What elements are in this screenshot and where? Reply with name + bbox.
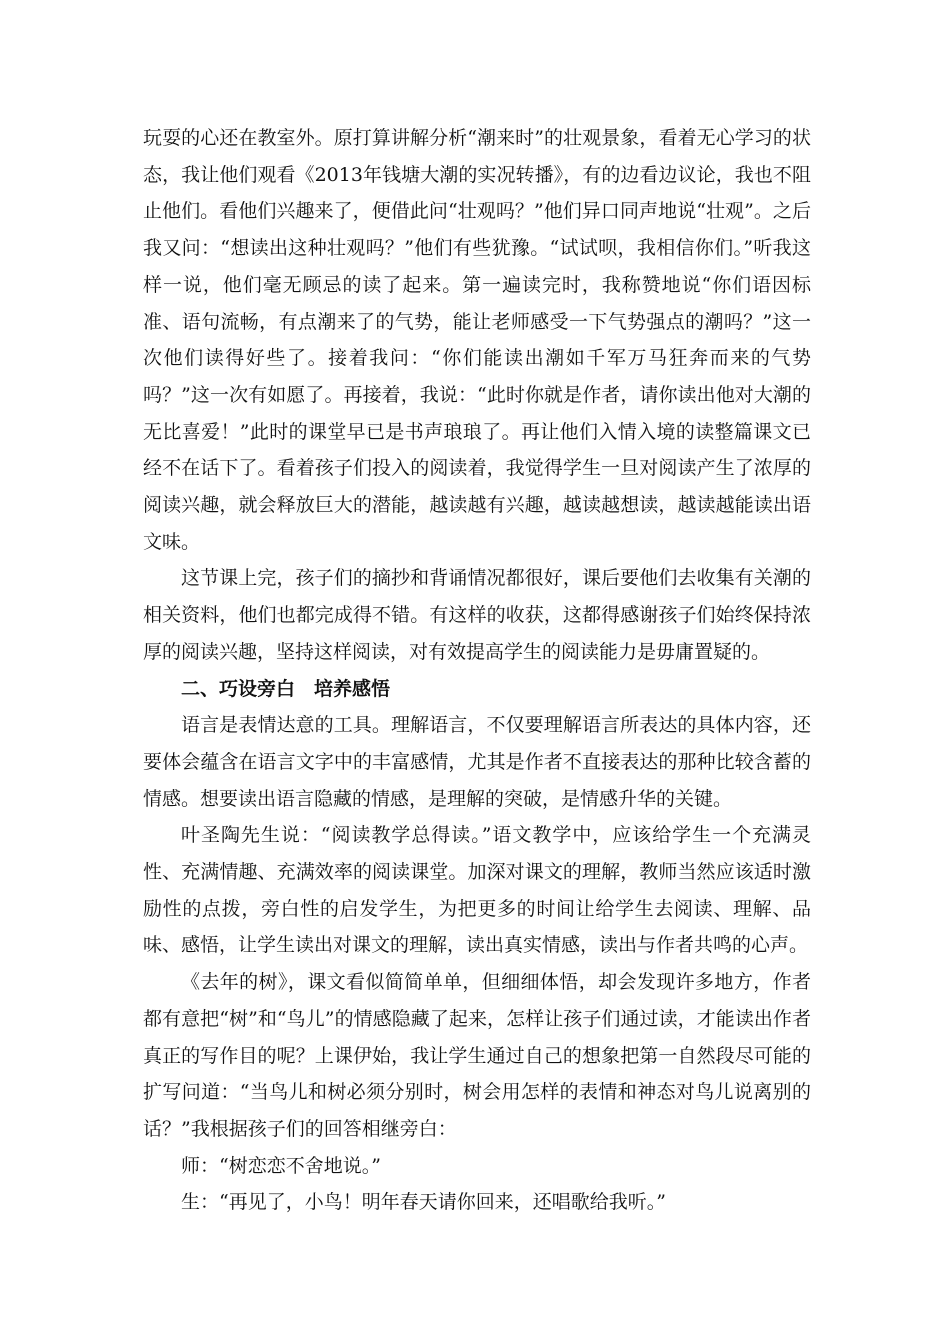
paragraph-continued: 玩耍的心还在教室外。原打算讲解分析“潮来时”的壮观景象，看着无心学习的状态，我让他们观看《2013年钱塘大潮的实况转播》，有的边看边议论，我也不阻止他们。看他们兴趣来了，便借此问“壮观吗？”他们异口同声地说“壮观”。之后我又问：“想读出这种壮观吗？”他们有些犹豫。“试试呗，我相信你们。”听我这样一说，他们毫无顾忌的读了起来。第一遍读完时，我称赞地说“你们语因标准、语句流畅，有点潮来了的气势，能让老师感受一下气势强点的潮吗？”这一次他们读得好些了。接着我问：“你们能读出潮如千军万马狂奔而来的气势吗？”这一次有如愿了。再接着，我说：“此时你就是作者，请你读出他对大潮的无比喜爱！”此时的课堂早已是书声琅琅了。再让他们入情入境的读整篇课文已经不在话下了。看着孩子们投入的阅读着，我觉得学生一旦对阅读产生了浓厚的阅读兴趣，就会释放巨大的潜能，越读越有兴趣，越读越想读，越读越能读出语文味。	[143, 127, 811, 553]
document-page	[143, 120, 811, 1221]
section-heading-part2: 培养感悟	[314, 677, 391, 700]
paragraph-language-intro: 语言是表情达意的工具。理解语言，不仅要理解语言所表达的具体内容，还要体会蕴含在语言文字中的丰富感情，尤其是作者不直接表达的那种比较含蓄的情感。想要读出语言隐藏的情感，是理解的突破，是情感升华的关键。	[143, 714, 811, 810]
paragraph-ye-shengtao-quote: 叶圣陶先生说：“阅读教学总得读。”语文教学中，应该给学生一个充满灵性、充满情趣、充满效率的阅读课堂。加深对课文的理解，教师当然应该适时激励性的点拨，旁白性的启发学生，为把更多的时间让给学生去阅读、理解、品味、感悟，让学生读出对课文的理解，读出真实情感，读出与作者共鸣的心声。	[143, 824, 811, 957]
dialogue-student-line: 生：“再见了，小鸟！明年春天请你回来，还唱歌给我听。”	[181, 1191, 666, 1214]
section-heading	[143, 671, 811, 708]
section-heading-part1: 二、巧设旁白	[181, 677, 296, 700]
paragraph-last-years-tree: 《去年的树》，课文看似简简单单，但细细体悟，却会发现许多地方，作者都有意把“树”和“鸟儿”的情感隐藏了起来，怎样让孩子们通过读，才能读出作者真正的写作目的呢？上课伊始，我让学生通过自己的想象把第一自然段尽可能的扩写问道：“当鸟儿和树必须分别时，树会用怎样的表情和神态对鸟儿说离别的话？”我根据孩子们的回答相继旁白：	[143, 971, 811, 1140]
dialogue-teacher-line: 师：“树恋恋不舍地说。”	[181, 1154, 381, 1177]
paragraph-lesson-summary: 这节课上完，孩子们的摘抄和背诵情况都很好，课后要他们去收集有关潮的相关资料，他们也都完成得不错。有这样的收获，这都得感谢孩子们始终保持浓厚的阅读兴趣，坚持这样阅读，对有效提高学生的阅读能力是毋庸置疑的。	[143, 567, 811, 663]
